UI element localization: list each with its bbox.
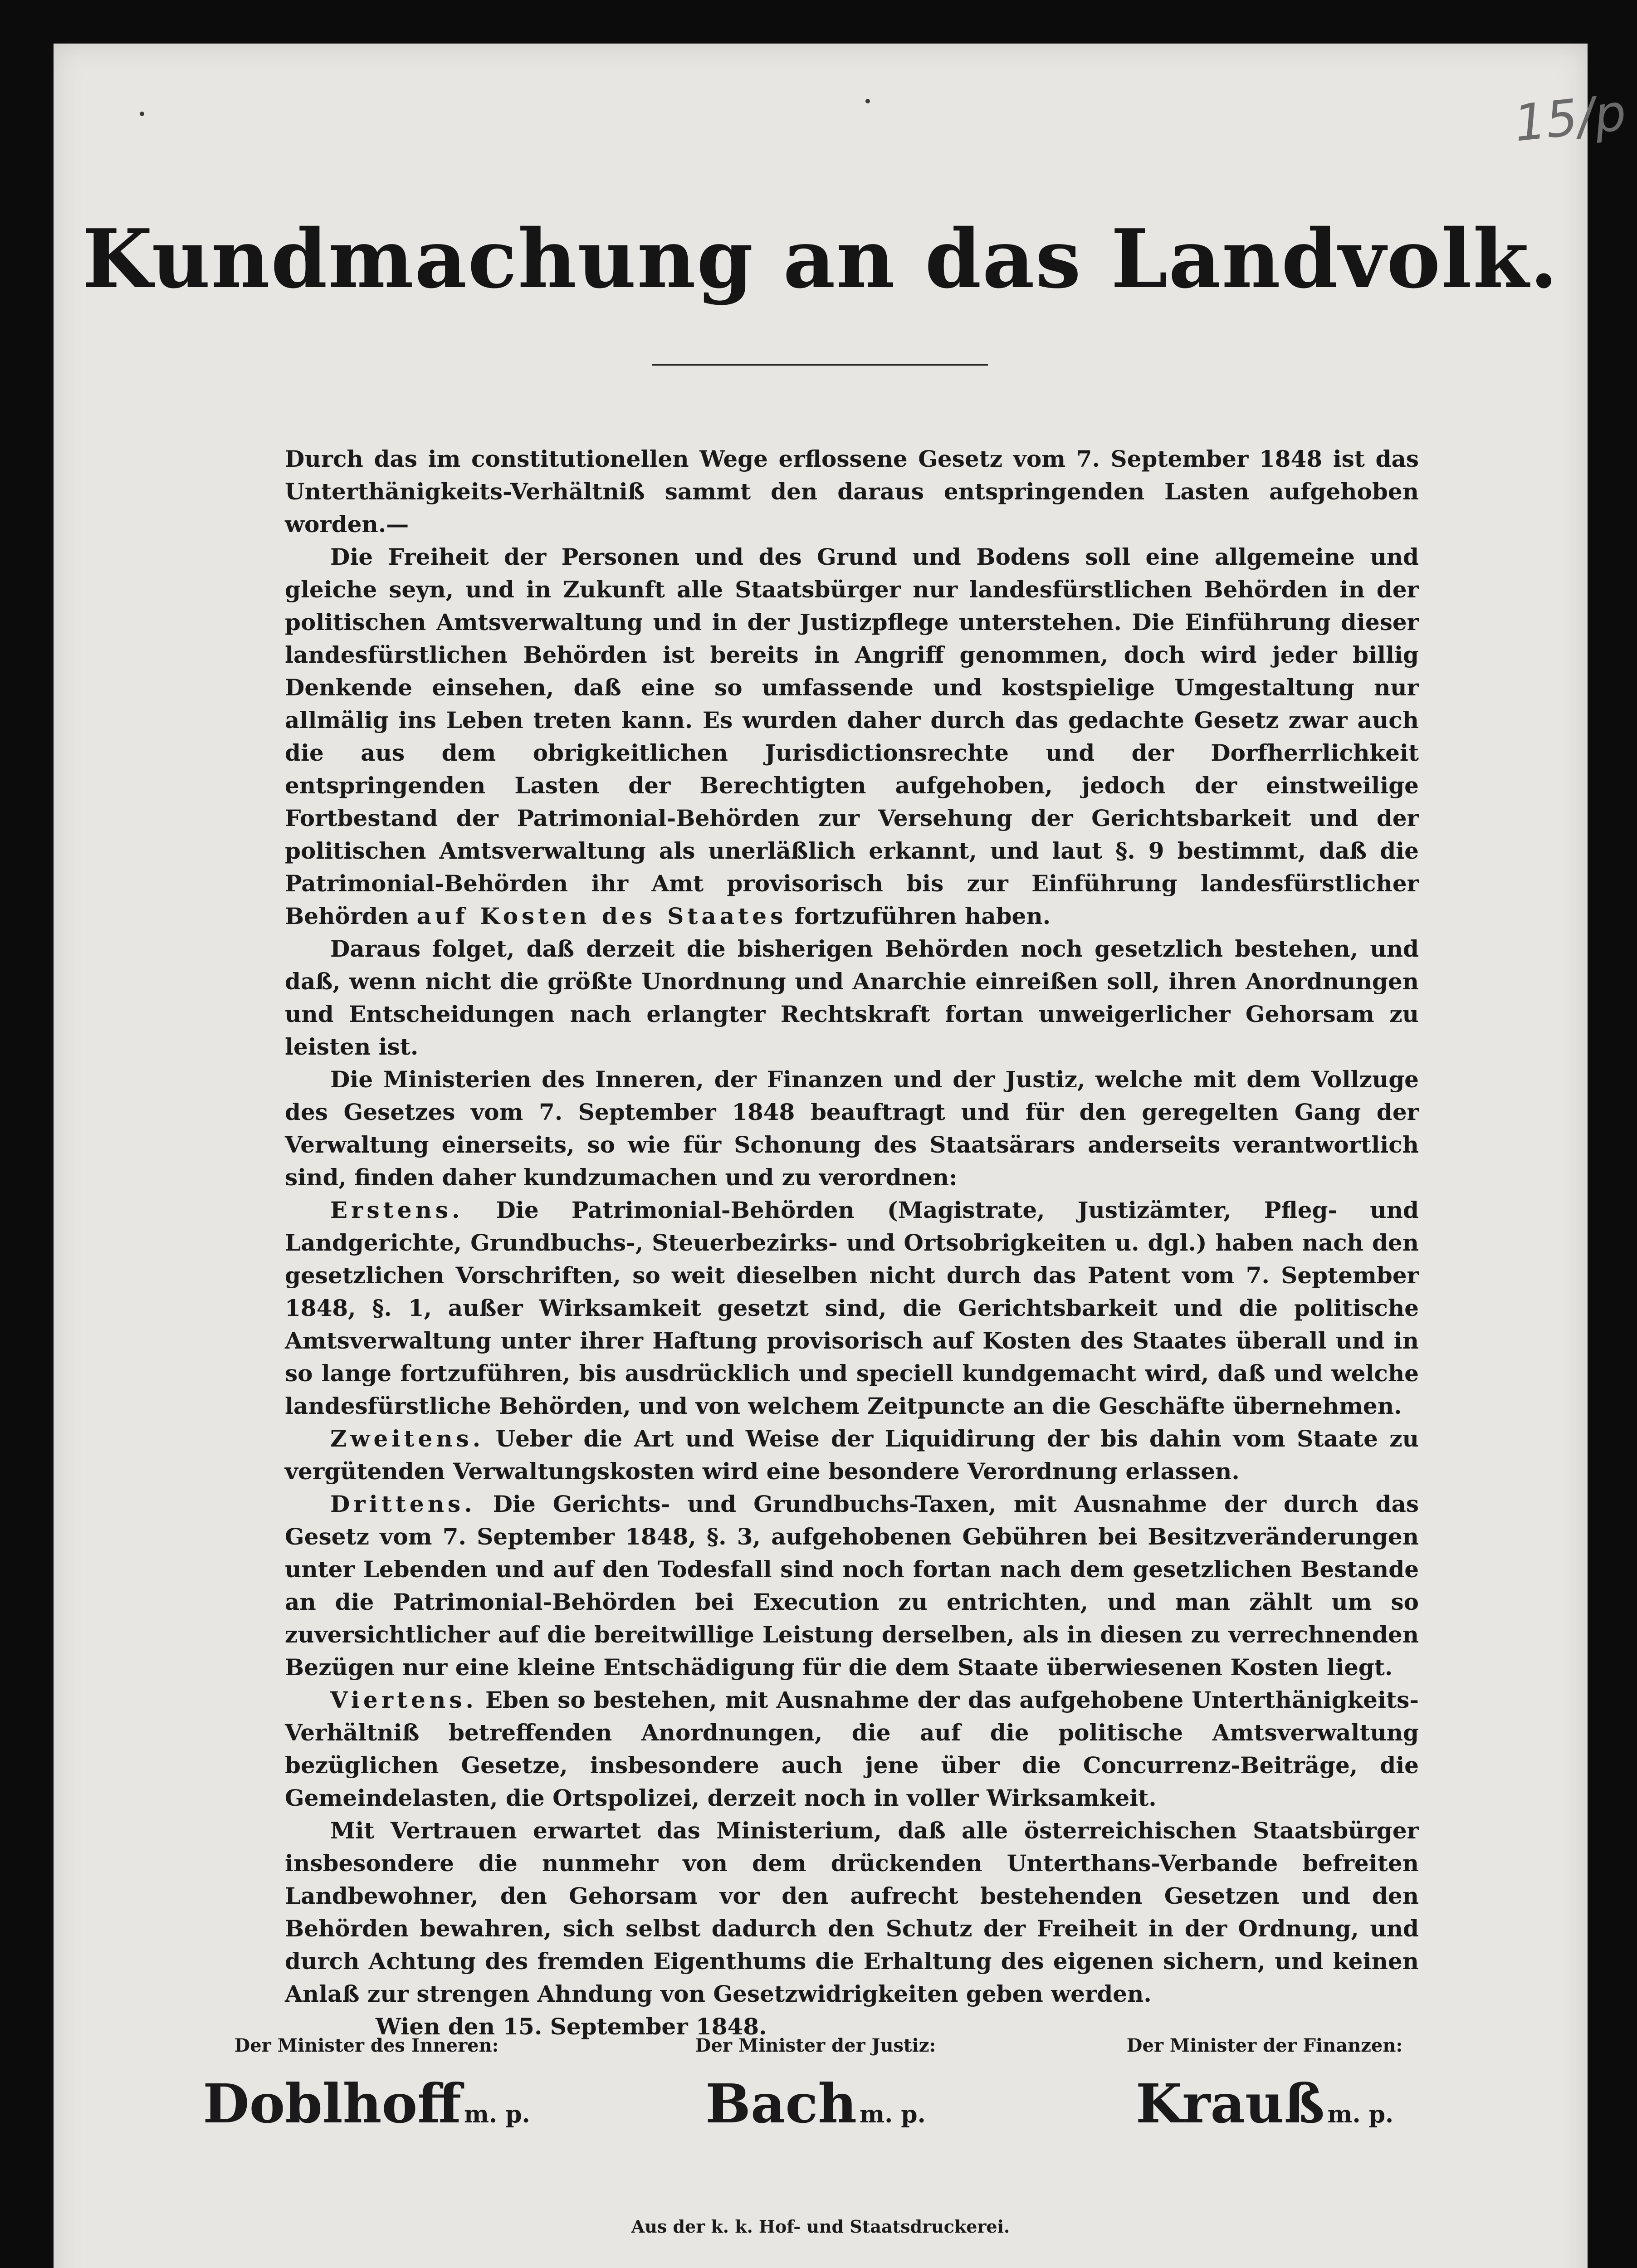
ink-speck: [140, 112, 144, 116]
signature-name: Doblhoff m. p.: [203, 2072, 530, 2135]
signature-finance: [1060, 2035, 1469, 2144]
ordinal-label: Erstens.: [330, 1197, 464, 1223]
signature-name: Bach m. p.: [705, 2072, 926, 2135]
signature-interior: [162, 2035, 571, 2144]
signature-role: Der Minister des Inneren:: [234, 2035, 499, 2056]
paragraph-consequence: Daraus folget, daß derzeit die bisherigen Behörden noch gesetzlich bestehen, und daß, wenn nicht die größte Unordnung und Anarchie einreißen soll, ihren Anordnungen und Entscheidungen nach erlangter Rechtskraft fortan unweigerlicher Gehorsam zu leisten ist.: [285, 935, 1419, 1060]
paragraph-trust: Mit Vertrauen erwartet das Ministerium, daß alle österreichischen Staatsbürger insbesondere die nunmehr von dem drückenden Unterthans-Verbande befreiten Landbewohner, den Gehorsam vor den aufrecht bestehenden Gesetzen und den Behörden bewahren, sich selbst dadurch den Schutz der Freiheit in der Ordnung, und durch Achtung des fremden Eigenthums die Erhaltung des eigenen sichern, und keinen Anlaß zur strengen Ahndung von Gesetzwidrigkeiten geben werden.: [285, 1817, 1419, 2007]
proclamation-body: [285, 443, 1419, 2043]
page-title: Kundmachung an das Landvolk.: [82, 211, 1559, 306]
document-page: [54, 44, 1629, 2268]
paragraph-fourth: Viertens. Eben so bestehen, mit Ausnahme der das aufgehobene Unterthänigkeits-Verhältniß betreffenden Anordnungen, die auf die politische Amtsverwaltung bezüglichen Gesetze, insbesondere auch jene über die Concurrenz-Beiträge, die Gemeindelasten, die Ortspolizei, derzeit noch in voller Wirksamkeit.: [285, 1686, 1419, 1811]
signature-name: Krauß m. p.: [1135, 2072, 1394, 2135]
printer-imprint: Aus der k. k. Hof- und Staatsdruckerei.: [631, 2216, 1010, 2237]
ordinal-label: Viertens.: [330, 1686, 477, 1713]
paragraph-first: Erstens. Die Patrimonial-Behörden (Magistrate, Justizämter, Pfleg- und Landgerichte, Grundbuchs-, Steuerbezirks- und Ortsobrigkeiten u. dgl.) haben nach den gesetzlichen Vorschriften, so weit dieselben nicht durch das Patent vom 7. September 1848, §. 1, außer Wirksamkeit gesetzt sind, die Gerichtsbarkeit und die politische Amtsverwaltung unter ihrer Haftung provisorisch auf Kosten des Staates überall und in so lange fortzuführen, bis ausdrücklich und speciell kundgemacht wird, daß und welche landesfürstliche Behörden, und von welchem Zeitpuncte an die Geschäfte übernehmen.: [285, 1197, 1419, 1419]
paragraph-third: Drittens. Die Gerichts- und Grundbuchs-Taxen, mit Ausnahme der durch das Gesetz vom 7. September 1848, §. 3, aufgehobenen Gebühren bei Besitzveränderungen unter Lebenden und auf den Todesfall sind noch fortan nach dem gesetzlichen Bestande an die Patrimonial-Behörden bei Execution zu entrichten, und man zählt um so zuversichtlicher auf die bereitwillige Leistung derselben, als in diesen zu verrechnenden Bezügen nur eine kleine Entschädigung für die dem Staate überwiesenen Kosten liegt.: [285, 1491, 1419, 1681]
date-line: Wien den 15. September 1848.: [376, 2013, 767, 2040]
paragraph-ministries: Die Ministerien des Inneren, der Finanzen und der Justiz, welche mit dem Vollzuge des Gesetzes vom 7. September 1848 beauftragt und für den geregelten Gang der Verwaltung einerseits, so wie für Schonung des Staatsärars anderseits verantwortlich sind, finden daher kundzumachen und zu verordnen:: [285, 1066, 1419, 1191]
ordinal-label: Zweitens.: [330, 1425, 484, 1452]
spaced-phrase: auf Kosten des Staates: [416, 903, 787, 929]
archive-mark: 15/p: [1511, 83, 1629, 153]
paragraph-freedom: Die Freiheit der Personen und des Grund und Bodens soll eine allgemeine und gleiche seyn, und in Zukunft alle Staatsbürger nur landesfürstlichen Behörden in der politischen Amtsverwaltung und in der Justizpflege unterstehen. Die Einführung dieser landesfürstlichen Behörden ist bereits in Angriff genommen, doch wird jeder billig Denkende einsehen, daß eine so umfassende und kostspielige Umgestaltung nur allmälig ins Leben treten kann. Es wurden daher durch das gedachte Gesetz zwar auch die aus dem obrigkeitlichen Jurisdictionsrechte und der Dorfherrlichkeit entspringenden Lasten der Berechtigten aufgehoben, jedoch der einstweilige Fortbestand der Patrimonial-Behörden zur Versehung der Gerichtsbarkeit und der politischen Amtsverwaltung als unerläßlich erkannt, und laut §. 9 bestimmt, daß die Patrimonial-Behörden ihr Amt provisorisch bis zur Einführung landesfürstlicher Behörden auf Kosten des Staates fortzuführen haben.: [285, 543, 1419, 929]
title-divider: [652, 364, 988, 366]
signature-role: Der Minister der Justiz:: [695, 2035, 936, 2056]
signature-justice: [611, 2035, 1020, 2144]
paragraph-second: Zweitens. Ueber die Art und Weise der Liquidirung der bis dahin vom Staate zu vergütenden Verwaltungskosten wird eine besondere Verordnung erlassen.: [285, 1425, 1419, 1485]
paragraph-intro: Durch das im constitutionellen Wege erflossene Gesetz vom 7. September 1848 ist das Unterthänigkeits-Verhältniß sammt den daraus entspringenden Lasten aufgehoben worden.—: [285, 445, 1419, 538]
signature-role: Der Minister der Finanzen:: [1126, 2035, 1403, 2056]
ink-speck: [865, 99, 870, 103]
ordinal-label: Drittens.: [330, 1491, 476, 1517]
